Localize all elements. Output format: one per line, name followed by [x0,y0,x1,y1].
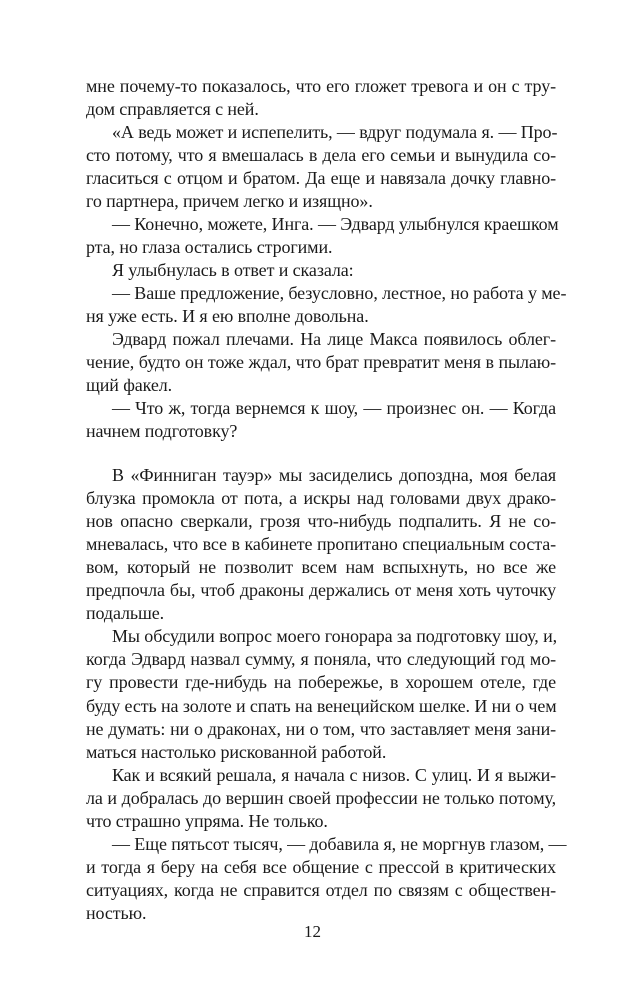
text-line: — Что ж, тогда вернемся к шоу, — произнес он. — Когда [112,398,556,419]
text-line: ностью. [86,902,147,923]
text-line: щий факел. [86,375,173,396]
text-line: буду есть на золоте и спать на венецийском шелке. И ни о чем [86,695,557,716]
text-line: рта, но глаза остались строгими. [86,237,333,258]
text-line: — Ваше предложение, безусловно, лестное, но работа у ме- [112,283,567,304]
text-line: В «Финниган тауэр» мы засиделись допоздна, моя белая [112,465,556,486]
text-line: когда Эдвард назвал сумму, я поняла, что следующий год мо- [86,649,556,670]
text-line: го партнера, причем легко и изящно». [86,191,373,212]
text-line: «А ведь может и испепелить, — вдруг подумала я. — Про- [112,122,558,143]
text-line: маться настолько рискованной работой. [86,741,387,762]
text-line: — Конечно, можете, Инга. — Эдвард улыбнулся краешком [112,214,559,235]
text-line: Мы обсудили вопрос моего гонорара за подготовку шоу, и, [112,626,558,647]
text-line: вом, который не позволит всем нам вспыхнуть, но все же [86,557,556,578]
text-line: чение, будто он тоже ждал, что брат превратит меня в пылаю- [86,352,556,373]
text-line: что страшно упряма. Не только. [86,810,328,831]
text-line: сто потому, что я вмешалась в дела его семьи и вынудила со- [86,145,556,166]
text-line: — Еще пятьсот тысяч, — добавила я, не моргнув глазом, — [112,833,567,854]
text-line: начнем подготовку? [86,421,238,442]
text-line: не думать: ни о драконах, ни о том, что заставляет меня зани- [86,718,556,739]
text-line: блузка промокла от пота, а искры над головами двух драко- [86,488,556,509]
text-line: ситуациях, когда не справится отдел по связям с обществен- [86,879,556,900]
text-line: мневалась, что все в кабинете пропитано специальным соста- [86,534,556,555]
text-line: предпочла бы, чтоб драконы держались от меня хоть чуточку [86,580,556,601]
text-line: гласиться с отцом и братом. Да еще и навязала дочку главно- [86,168,556,189]
text-line: гу провести где-нибудь на побережье, в хорошем отеле, где [86,672,556,693]
text-line: Эдвард пожал плечами. На лице Макса появилось облег- [112,329,556,350]
page-number: 12 [304,922,321,941]
text-line: и тогда я беру на себя все общение с прессой в критических [86,856,556,877]
text-line: Я улыбнулась в ответ и сказала: [112,260,354,281]
text-line: Как и всякий решала, я начала с низов. С улиц. И я выжи- [112,764,556,785]
text-line: нов опасно сверкали, грозя что-нибудь подпалить. Я не со- [86,511,556,532]
text-line: ла и добралась до вершин своей профессии не только потому, [86,787,556,808]
text-line: ня уже есть. И я ею вполне довольна. [86,306,369,327]
text-line: дом справляется с ней. [86,99,259,119]
text-line: мне почему-то показалось, что его гложет тревога и он с тру- [86,76,556,96]
text-line: подальше. [86,603,165,624]
